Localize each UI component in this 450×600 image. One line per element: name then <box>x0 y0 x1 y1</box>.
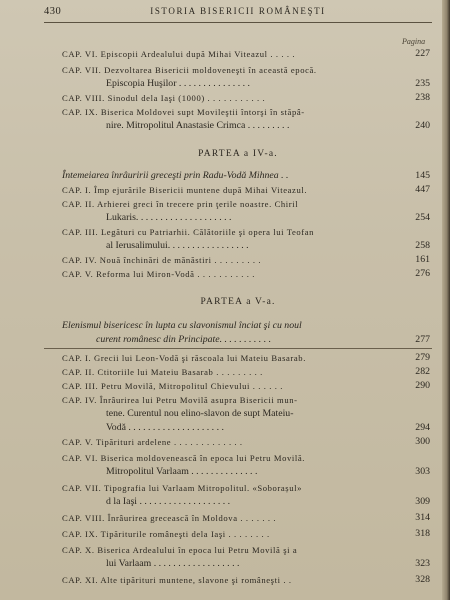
toc-entry-text: CAP. VI. Episcopii Ardealului după Mihai Viteazul . . . . . <box>62 49 296 59</box>
toc-entry-text: Vodă . . . . . . . . . . . . . . . . . . . . <box>106 422 224 433</box>
toc-entry-page: 258 <box>415 240 430 251</box>
running-title: ISTORIA BISERICII ROMÂNEŞTI <box>150 6 326 16</box>
toc-entry-text: CAP. II. Arhierei greci în trecere prin ţerile noastre. Chiril <box>62 199 299 209</box>
toc-entry-page: 145 <box>415 170 430 181</box>
toc-entry-page: 318 <box>415 528 430 539</box>
toc-entry-page: 254 <box>415 212 430 223</box>
page-header <box>44 6 432 20</box>
toc-entry-text: CAP. IV. Nouă închinări de mănăstiri . . . . . . . . . <box>62 255 262 265</box>
toc-entry-text: Întemeiarea înrâuririi greceşti prin Radu-Vodă Mihnea . . <box>62 170 289 181</box>
toc-entry-text: d la Iaşi . . . . . . . . . . . . . . . . . . . <box>106 496 231 507</box>
page-edge <box>442 0 450 600</box>
toc-entry-page: 240 <box>415 120 430 131</box>
toc-entry-page: 328 <box>415 574 430 585</box>
toc-entry-text: CAP. I. Împ ejurările Bisericii muntene după Mihai Viteazul. <box>62 185 308 195</box>
toc-entry-text: CAP. VIII. Sinodul dela Iaşi (1000) . . . . . . . . . . . <box>62 93 266 103</box>
toc-entry-page: 276 <box>415 268 430 279</box>
toc-entry-text: lui Varlaam . . . . . . . . . . . . . . . . . . <box>106 558 240 569</box>
toc-entry-page: 303 <box>415 466 430 477</box>
toc-entry-page: 294 <box>415 422 430 433</box>
header-rule <box>44 22 432 23</box>
toc-entry-page: 309 <box>415 496 430 507</box>
toc-entry-page: 277 <box>415 334 430 345</box>
toc-entry-page: 161 <box>415 254 430 265</box>
toc-entry-text: CAP. II. Ctitoriile lui Mateiu Basarab . . . . . . . . . <box>62 367 263 377</box>
toc-entry-text: Lukaris. . . . . . . . . . . . . . . . . . . . <box>106 212 232 223</box>
toc-entry-page: 323 <box>415 558 430 569</box>
toc-entry-text: CAP. VIII. Înrâurirea grecească în Moldova . . . . . . . <box>62 513 277 523</box>
toc-entry-text: CAP. IX. Tipăriturile româneşti dela Iaşi . . . . . . . . <box>62 529 270 539</box>
section-rule <box>44 348 432 349</box>
toc-entry-text: curent românesc din Principate. . . . . . . . . . . <box>96 334 272 345</box>
toc-entry-text: CAP. IV. Înrâurirea lui Petru Movilă asupra Bisericii mun- <box>62 395 298 405</box>
toc-entry-text: CAP. V. Reforma lui Miron-Vodă . . . . . . . . . . . <box>62 269 256 279</box>
toc-entry-page: 300 <box>415 436 430 447</box>
toc-entry-text: CAP. VII. Dezvoltarea Bisericii moldoveneşti în această epocă. <box>62 65 317 75</box>
part-heading: PARTEA a V-a. <box>200 297 276 307</box>
toc-entry-page: 279 <box>415 352 430 363</box>
toc-entry-page: 235 <box>415 78 430 89</box>
toc-entry-text: Episcopia Huşilor . . . . . . . . . . . . . . . <box>106 78 250 89</box>
toc-entry-text: Elenismul bisericesc în lupta cu slavonismul înciat şi cu noul <box>62 320 302 331</box>
toc-entry-text: CAP. VII. Tipografia lui Varlaam Mitropolitul. «Soborașul» <box>62 483 303 493</box>
toc-entry-text: nire. Mitropolitul Anastasie Crimca . . . . . . . . . <box>106 120 290 131</box>
toc-entry-page: 314 <box>415 512 430 523</box>
page-number: 430 <box>44 6 62 17</box>
toc-entry-text: CAP. IX. Biserica Moldovei supt Movileştii întorşi în stăpâ- <box>62 107 305 117</box>
toc-entry-page: 238 <box>415 92 430 103</box>
toc-entry-text: CAP. XI. Alte tipărituri muntene, slavone şi româneşti . . <box>62 575 292 585</box>
toc-entry-text: tene. Curentul nou elino-slavon de supt Mateiu- <box>106 408 294 419</box>
toc-entry-text: al Ierusalimului. . . . . . . . . . . . . . . . . <box>106 240 249 251</box>
toc-entry-page: 227 <box>415 48 430 59</box>
toc-entry-text: CAP. VI. Biserica moldovenească în epoca lui Petru Movilă. <box>62 453 305 463</box>
part-heading: PARTEA a IV-a. <box>198 149 278 159</box>
toc-entry-text: CAP. I. Grecii lui Leon-Vodă şi răscoala lui Mateiu Basarab. <box>62 353 306 363</box>
toc-entry-text: CAP. X. Biserica Ardealului în epoca lui Petru Movilă şi a <box>62 545 298 555</box>
toc-entry-text: Mitropolitul Varlaam . . . . . . . . . . . . . . <box>106 466 258 477</box>
toc-entry-text: CAP. III. Petru Movilă, Mitropolitul Chievului . . . . . . <box>62 381 283 391</box>
pagina-label: Pagina <box>402 37 426 46</box>
toc-entry-page: 282 <box>415 366 430 377</box>
toc-entry-text: CAP. III. Legături cu Patriarhii. Călătoriile şi opera lui Teofan <box>62 227 315 237</box>
toc-entry-page: 290 <box>415 380 430 391</box>
toc-entry-text: CAP. V. Tipărituri ardelene . . . . . . . . . . . . . <box>62 437 243 447</box>
toc-entry-page: 447 <box>415 184 430 195</box>
